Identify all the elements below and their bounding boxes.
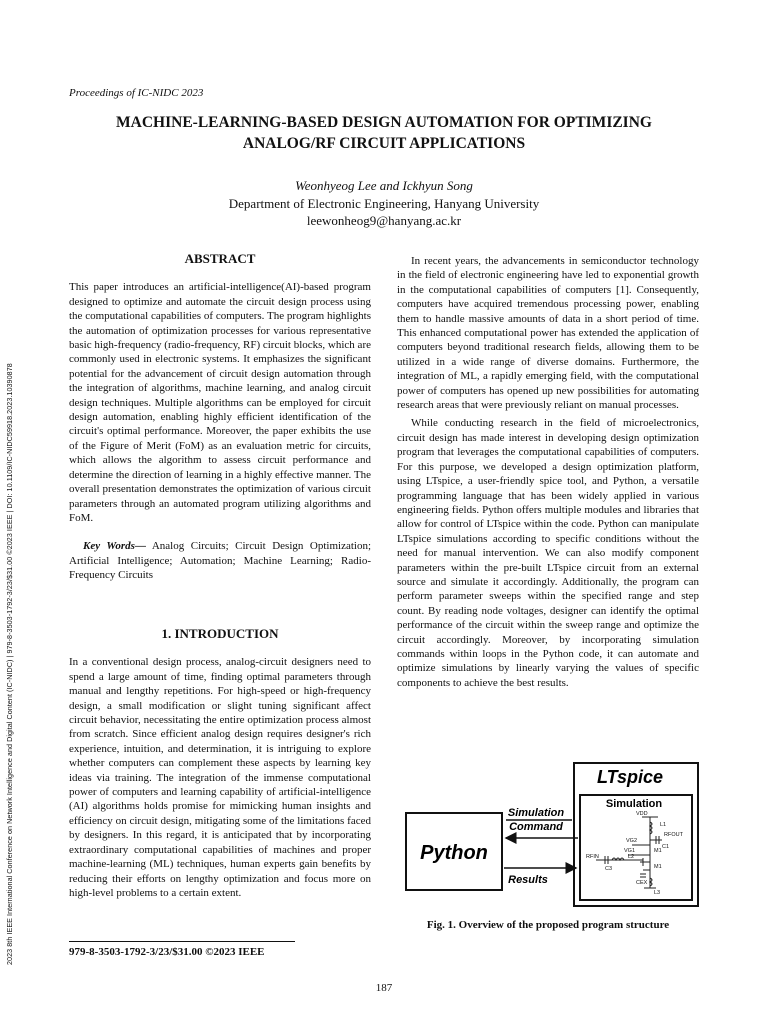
ltspice-label: LTspice (596, 767, 664, 787)
right-column-text (397, 254, 699, 690)
svg-text:RFOUT: RFOUT (664, 832, 683, 838)
svg-text:C1: C1 (662, 844, 670, 850)
abstract-text: This paper introduces an artificial-intelligence(AI)-based program designed to optimize and automate the circuit design process using the computational capabilities of computers. The program highlights the automation of optimization processes for various representative basic high-frequency (radio-frequency, RF) circuit blocks, which are commonly used in electronic systems. It emphasizes the significant potential for the advancement of circuit design automation through the integration of algorithms, machine learning, and analog circuit design techniques. Multiple algorithms can be employed for circuit design automation, enabling highly efficient identification of the circuit's optimal performance. Moreover, the paper exhibits the use of the Figure of Merit (FoM) as an evaluation metric for circuits, which allows the algorithm to assess circuit performance and determine the direction of learning in a highly effective manner. The overall presentation demonstrates the optimization of various circuit parameters through an automated program utilizing algorithms and FoM. (69, 281, 371, 524)
keywords-text: Analog Circuits; Circuit Design Optimization; Artificial Intelligence; Automation; Machine Learning; Radio-Frequency Circuits (69, 540, 371, 582)
side-citation: 2023 8th IEEE International Conference on Network Intelligence and Digital Content (IC-NIDC) | 979-8-3503-1792-3/23/$31.00 ©2023 IEEE | DOI: 10.1109/IC-NIDC59918.2023.10390878 (5, 363, 14, 965)
program-structure-figure (400, 760, 705, 910)
proceedings-label: Proceedings of IC-NIDC 2023 (69, 87, 204, 99)
svg-text:RFIN: RFIN (586, 854, 599, 860)
svg-text:L1: L1 (660, 822, 667, 828)
intro-paragraph-2: In recent years, the advancements in semiconductor technology in the field of electronic engineering have led to exponential growth in the computational capabilities of computers [1]. Consequently, computers have acquired tremendous processing power, enabling them to handle massive amounts of data in a short period of time. This enhanced computational power has extended the application of computers beyond traditional research fields, allowing them to be utilized in a wide range of diverse domains. Furthermore, the integration of ML, a rapidly emerging field, with the computational power of computers has opened up new possibilities for automating research areas that were previously reliant on manual processes. (397, 255, 699, 412)
svg-text:CEX: CEX (636, 880, 648, 886)
svg-text:VDD: VDD (636, 811, 648, 817)
intro-paragraph-3: While conducting research in the field of microelectronics, circuit design has made interest in developing design optimization program that leverages the computational capabilities of computers. For this purpose, we developed a design optimization platform, using LTspice, a user-friendly spice tool, and Python, a versatile programming language that has been widely applied in various engineering fields. Python offers multiple modules and libraries that allow for control of LTspice within the code. Python can manipulate LTspice simulations according to specific conditions without the need for manual intervention. We can also modify component parameters within the pre-built LTspice circuit from an external source and simulate it accordingly. Additionally, the program can perform parameter sweeps within the specified range and step count. By reading node voltages, designer can identify the optimal performance of the circuit within the sweep range and optimize the circuit accordingly. Moreover, by incorporating simulation commands within loops in the Python code, it can automate and optimize simulations by linearly varying the values of specific components to achieve the best results. (397, 417, 699, 689)
introduction-section (69, 627, 371, 900)
abstract-heading: ABSTRACT (184, 251, 256, 266)
simulation-label: Simulation (605, 798, 663, 810)
page-number: 187 (375, 982, 393, 994)
keywords-label: Key Words— (83, 540, 146, 553)
copyright-footer: 979-8-3503-1792-3/23/$31.00 ©2023 IEEE (69, 946, 265, 958)
python-label: Python (420, 842, 488, 864)
abstract-section (69, 252, 371, 583)
svg-text:M1: M1 (654, 848, 662, 854)
sim-command-line-2: Command (509, 821, 563, 833)
svg-text:VG2: VG2 (626, 838, 638, 844)
title-line-1: MACHINE-LEARNING-BASED DESIGN AUTOMATION FOR OPTIMIZING (116, 114, 652, 131)
svg-text:M1: M1 (654, 864, 662, 870)
paper-title (40, 112, 728, 154)
intro-paragraph-1: In a conventional design process, analog-circuit designers need to spend a large amount of time, finding optimal parameters through manual and lengthy repetitions. For high-speed or high-frequency design, a small modification or slight tuning significant affect circuit behavior, necessitating the entire optimization process almost from scratch. Since efficient analog design requires designer's rich experience, intuition, and determination, it is intriguing to explore whether computers can complement these aspects by learning key ideas via training. The integration of the immense computational power of computers and learning capability of artificial-intelligence (AI) algorithms holds promise for mimicking human insights and efficiency on circuit design, mitigating some of the limitations faced by designers. In this regard, it is anticipated that by incorporating extraordinary computational capabilities of machines and proper machine-learning (ML) techniques, human experts gain benefits by reducing their efforts on lengthy optimization and focus more on high-level problems to a certain extent. (69, 656, 371, 899)
author-block (40, 177, 728, 230)
svg-text:L3: L3 (654, 890, 661, 896)
sim-command-line-1: Simulation (507, 807, 565, 819)
title-line-2: ANALOG/RF CIRCUIT APPLICATIONS (242, 135, 526, 152)
svg-text:L2: L2 (628, 854, 635, 860)
author-names: Weonhyeog Lee and Ickhyun Song (295, 178, 473, 193)
footer-rule (69, 941, 295, 942)
svg-text:C3: C3 (605, 866, 613, 872)
figure-caption: Fig. 1. Overview of the proposed program structure (426, 919, 670, 931)
affiliation: Department of Electronic Engineering, Hanyang University (228, 195, 540, 211)
keywords (69, 539, 371, 582)
author-email: leewonheog9@hanyang.ac.kr (306, 213, 462, 228)
results-label: Results (508, 874, 548, 886)
intro-heading: 1. INTRODUCTION (161, 626, 279, 641)
svg-text:VG1: VG1 (624, 848, 636, 854)
